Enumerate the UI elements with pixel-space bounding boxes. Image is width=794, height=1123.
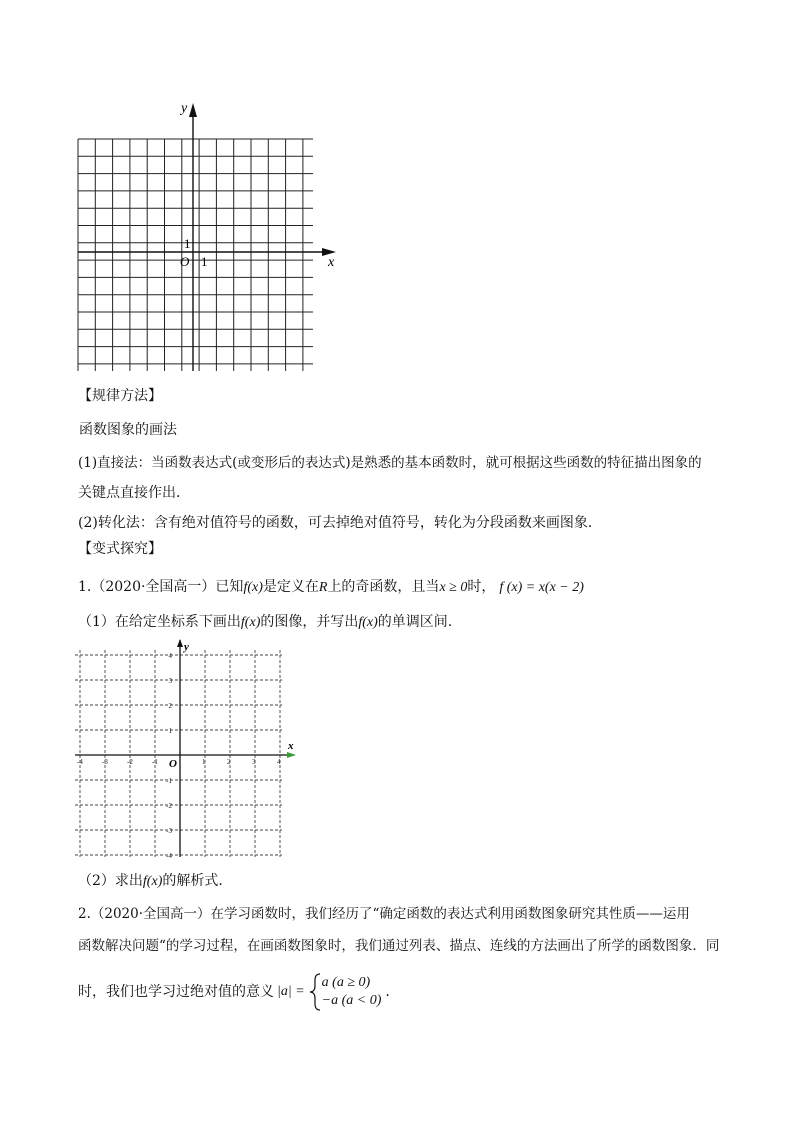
question-2-line-3: 时，我们也学习过绝对值的意义 |a| = a (a ≥ 0) −a (a < 0) . [78, 972, 390, 1012]
x-axis-label: x [328, 255, 335, 270]
y-axis-label: y [181, 101, 188, 116]
question-1-part-2: （2）求出f(x)的解析式. [78, 873, 223, 889]
y-tick-label: -3 [166, 827, 172, 835]
question-1-statement: 1.（2020·全国高一）已知f(x)是定义在R上的奇函数，且当x ≥ 0时， f (x) = x(x − 2) [78, 579, 584, 595]
x-tick-label: 1 [202, 758, 206, 766]
condition-expr: x ≥ 0 [439, 580, 468, 595]
set-R: R [318, 580, 328, 595]
x-tick-label: 4 [277, 758, 281, 766]
coordinate-grid-1 [70, 95, 350, 375]
y-axis-label: y [184, 641, 189, 653]
x-axis-label: x [288, 740, 294, 752]
x-tick-label: 2 [227, 758, 231, 766]
abs-expr: |a| = [277, 984, 305, 999]
y-tick-label: 1 [168, 727, 172, 735]
method-item-1-line-1: (1)直接法：当函数表达式(或变形后的表达式)是熟悉的基本函数时，就可根据这些函数的特征描出图象的 [78, 455, 702, 471]
variant-heading: 【变式探究】 [78, 541, 162, 557]
piecewise-definition [308, 972, 382, 1012]
y-tick-label: -1 [166, 777, 172, 785]
y-axis-arrow-icon [189, 103, 197, 117]
method-item-1-line-2: 关键点直接作出． [78, 485, 190, 501]
unit-y-label: 1 [184, 236, 191, 251]
y-tick-label: -4 [166, 852, 172, 860]
left-brace-icon [308, 972, 322, 1012]
formula-expr: f (x) = x(x − 2) [499, 580, 584, 595]
x-axis-arrow-icon [287, 752, 296, 758]
x-tick-label: 3 [252, 758, 256, 766]
case-1: a (a ≥ 0) [321, 975, 371, 990]
x-tick-label: -3 [102, 758, 108, 766]
y-tick-label: 3 [168, 677, 172, 685]
question-2-line-1: 2.（2020·全国高一）在学习函数时，我们经历了“确定函数的表达式利用函数图象研究其性质——运用 [78, 906, 690, 922]
y-tick-label: 2 [168, 702, 172, 710]
method-heading: 【规律方法】 [78, 388, 162, 404]
method-item-2: (2)转化法：含有绝对值符号的函数，可去掉绝对值符号，转化为分段函数来画图象． [78, 515, 602, 531]
x-tick-label: -1 [152, 758, 158, 766]
unit-x-label: 1 [201, 254, 208, 269]
question-2-line-2: 函数解决问题“的学习过程，在画函数图象时，我们通过列表、描点、连线的方法画出了所学的函数图象．同 [78, 938, 720, 954]
question-1-part-1: （1）在给定坐标系下画出f(x)的图像，并写出f(x)的单调区间. [78, 614, 453, 630]
x-tick-label: -2 [127, 758, 133, 766]
x-tick-label: -4 [77, 758, 83, 766]
y-axis-arrow-icon [177, 639, 183, 647]
y-tick-label: 4 [168, 652, 172, 660]
method-title: 函数图象的画法 [79, 422, 177, 438]
origin-label: O [169, 758, 177, 770]
origin-label: O [180, 254, 190, 269]
coordinate-grid-2 [70, 636, 310, 864]
y-tick-label: -2 [166, 802, 172, 810]
case-2: −a (a < 0) [321, 993, 382, 1008]
fx-expr: f(x) [243, 580, 263, 595]
